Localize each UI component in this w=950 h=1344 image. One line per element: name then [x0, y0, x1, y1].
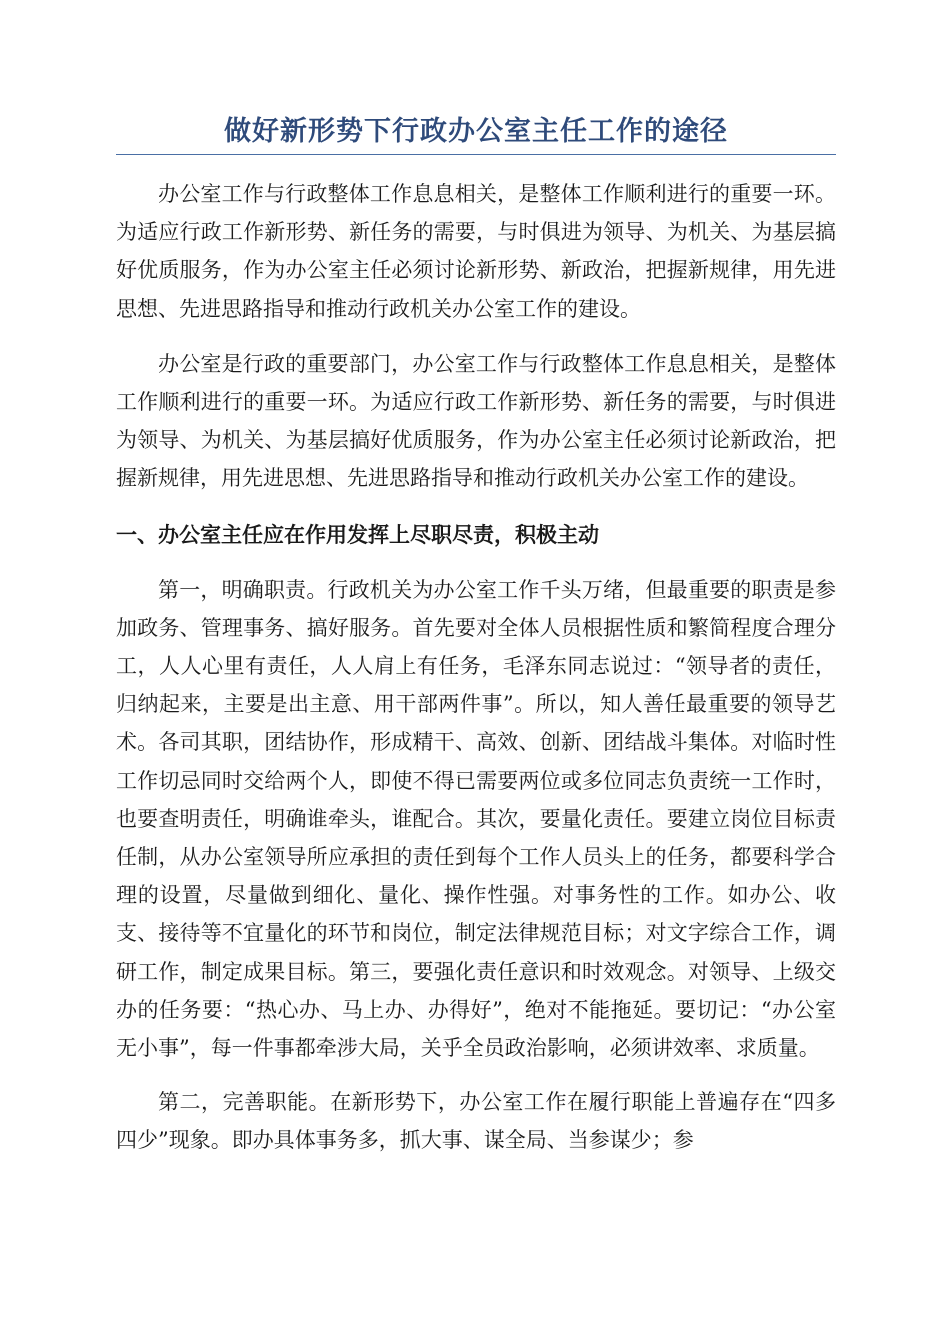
section-paragraph-1: 第一，明确职责。行政机关为办公室工作千头万绪，但最重要的职责是参加政务、管理事务、搞好服务。首先要对全体人员根据性质和繁简程度合理分工，人人心里有责任，人人肩上有任务，毛泽东同志说过：“领导者的责任，归纳起来，主要是出主意、用干部两件事”。所以，知人善任最重要的领导艺术。各司其职，团结协作，形成精干、高效、创新、团结战斗集体。对临时性工作切忌同时交给两个人，即使不得已需要两位或多位同志负责统一工作时，也要查明责任，明确谁牵头，谁配合。其次，要量化责任。要建立岗位目标责任制，从办公室领导所应承担的责任到每个工作人员头上的任务，都要科学合理的设置，尽量做到细化、量化、操作性强。对事务性的工作。如办公、收支、接待等不宜量化的环节和岗位，制定法律规范目标；对文字综合工作，调研工作，制定成果目标。第三，要强化责任意识和时效观念。对领导、上级交办的任务要：“热心办、马上办、办得好”，绝对不能拖延。要切记：“办公室无小事”，每一件事都牵涉大局，关乎全员政治影响，必须讲效率、求质量。 — [116, 577, 836, 1061]
intro-paragraph-2: 办公室是行政的重要部门，办公室工作与行政整体工作息息相关，是整体工作顺利进行的重要一环。为适应行政工作新形势、新任务的需要，与时俱进为领导、为机关、为基层搞好优质服务，作为办公室主任必须讨论新政治，把握新规律，用先进思想、先进思路指导和推动行政机关办公室工作的建设。 — [116, 351, 836, 491]
intro-paragraph-1: 办公室工作与行政整体工作息息相关，是整体工作顺利进行的重要一环。为适应行政工作新形势、新任务的需要，与时俱进为领导、为机关、为基层搞好优质服务，作为办公室主任必须讨论新形势、新政治，把握新规律，用先进思想、先进思路指导和推动行政机关办公室工作的建设。 — [116, 182, 836, 321]
document-page — [116, 112, 836, 1160]
section-heading: 一、办公室主任应在作用发挥上尽职尽责，积极主动 — [116, 522, 599, 547]
section-paragraph-2: 第二，完善职能。在新形势下，办公室工作在履行职能上普遍存在“四多四少”现象。即办具体事务多，抓大事、谋全局、当参谋少；参 — [116, 1090, 836, 1153]
document-title: 做好新形势下行政办公室主任工作的途径 — [116, 112, 836, 155]
